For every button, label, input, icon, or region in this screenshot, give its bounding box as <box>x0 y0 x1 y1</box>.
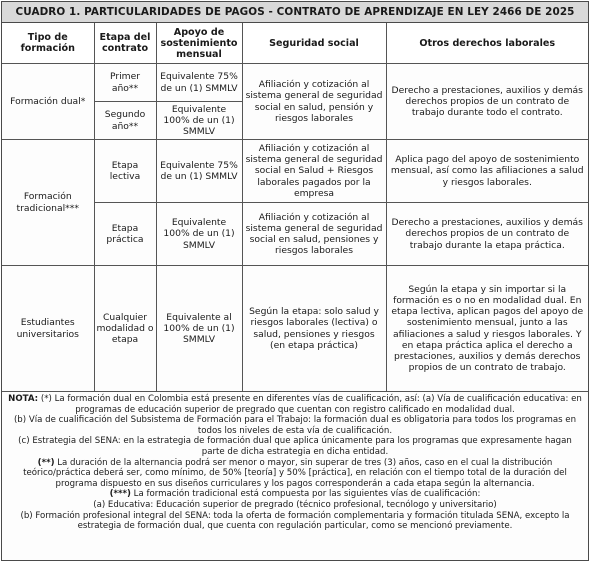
cell-apoyo: Equivalente 100% de un (1) SMMLV <box>156 203 242 266</box>
cell-etapa: Cualquier modalidad o etapa <box>94 266 156 392</box>
note-paragraph: (b) Formación profesional integral del SENA: toda la oferta de formación complementaria y formación titulada SENA, excepto la estrategia de formación dual, que cuenta con regulación particular, como se mencionó previamente. <box>20 510 570 532</box>
table-header-row <box>2 23 588 64</box>
cell-etapa: Primer año** <box>94 64 156 102</box>
note-text: (*) La formación dual en Colombia está presente en diferentes vías de cualificación, así: (a) Vía de cualificación educativa: en programas de educación superior de pregrado que cuentan con registro calificado en modalidad dual. <box>38 394 582 415</box>
header-etapa: Etapa del contrato <box>94 23 156 64</box>
note-text: La formación tradicional está compuesta por las siguientes vías de cualificación: <box>130 489 481 500</box>
cell-apoyo: Equivalente 75% de un (1) SMMLV <box>156 140 242 203</box>
cell-tipo-universitarios: Estudiantes universitarios <box>2 266 94 392</box>
cell-etapa: Etapa práctica <box>94 203 156 266</box>
cell-seguridad: Afiliación y cotización al sistema general de seguridad social en Salud + Riesgos laborales pagados por la empresa <box>242 140 386 203</box>
cell-tipo-tradicional: Formación tradicional*** <box>2 140 94 266</box>
cell-otros: Derecho a prestaciones, auxilios y demás derechos propios de un contrato de trabajo durante todo el contrato. <box>386 64 588 140</box>
header-tipo: Tipo de formación <box>2 23 94 64</box>
note-paragraph <box>6 458 584 490</box>
cell-otros: Derecho a prestaciones, auxilios y demás derechos propios de un contrato de trabajo durante la etapa práctica. <box>386 203 588 266</box>
document-title: CUADRO 1. PARTICULARIDADES DE PAGOS - CONTRATO DE APRENDIZAJE EN LEY 2466 DE 2025 <box>2 2 588 23</box>
cell-etapa: Segundo año** <box>94 102 156 140</box>
table-row <box>2 266 588 392</box>
note-paragraph: (c) Estrategia del SENA: en la estrategia de formación dual que aplica únicamente para los programas que expresamente hagan parte de dicha estrategia en dicha entidad. <box>18 436 572 457</box>
note-paragraph <box>6 394 584 415</box>
header-otros: Otros derechos laborales <box>386 23 588 64</box>
header-apoyo: Apoyo de sostenimiento mensual <box>156 23 242 64</box>
note-paragraph <box>6 489 584 500</box>
table-row <box>2 64 588 102</box>
cell-apoyo: Equivalente 100% de un (1) SMMLV <box>156 102 242 140</box>
cell-otros: Según la etapa y sin importar si la formación es o no en modalidad dual. En etapa lectiva, aplican pagos del apoyo de sostenimiento mensual, junto a las afiliaciones a salud y riesgos laborales. Y en etapa práctica aplica el derecho a prestaciones, auxilios y demás derechos propios de un contrato de trabajo. <box>386 266 588 392</box>
note-text: La duración de la alternancia podrá ser menor o mayor, sin superar de tres (3) años, caso en el cual la distribución teórico/práctica deberá ser, como mínimo, de 50% [teoría] y 50% [práctica], en relación con el tiempo total de la duración del programa dispuesto en sus diseños curriculares y los pagos corresponderán a cada etapa según la alternancia. <box>23 457 567 489</box>
cell-seguridad: Según la etapa: solo salud y riesgos laborales (lectiva) o salud, pensiones y riesgos (en etapa práctica) <box>242 266 386 392</box>
note-label: (**) <box>37 457 55 468</box>
note-label: (***) <box>109 489 131 500</box>
cell-apoyo: Equivalente al 100% de un (1) SMMLV <box>156 266 242 392</box>
cell-otros: Aplica pago del apoyo de sostenimiento mensual, así como las afiliaciones a salud y riesgos laborales. <box>386 140 588 203</box>
cell-etapa: Etapa lectiva <box>94 140 156 203</box>
cell-seguridad: Afiliación y cotización al sistema general de seguridad social en salud, pensión y riesgos laborales <box>242 64 386 140</box>
payment-particularities-document <box>1 1 589 561</box>
cell-apoyo: Equivalente 75% de un (1) SMMLV <box>156 64 242 102</box>
cell-seguridad: Afiliación y cotización al sistema general de seguridad social en salud, pensiones y riesgos laborales <box>242 203 386 266</box>
notes-section <box>2 392 588 532</box>
note-paragraph: (b) Vía de cualificación del Subsistema de Formación para el Trabajo: la formación dual es obligatoria para todos los programas en todos los niveles de esta vía de cualificación. <box>13 415 577 436</box>
table-row <box>2 140 588 203</box>
cell-tipo-dual: Formación dual* <box>2 64 94 140</box>
header-seguridad: Seguridad social <box>242 23 386 64</box>
note-paragraph: (a) Educativa: Educación superior de pregrado (técnico profesional, tecnólogo y universitario) <box>93 499 497 510</box>
payments-table <box>2 23 588 392</box>
note-label: NOTA: <box>8 394 39 404</box>
